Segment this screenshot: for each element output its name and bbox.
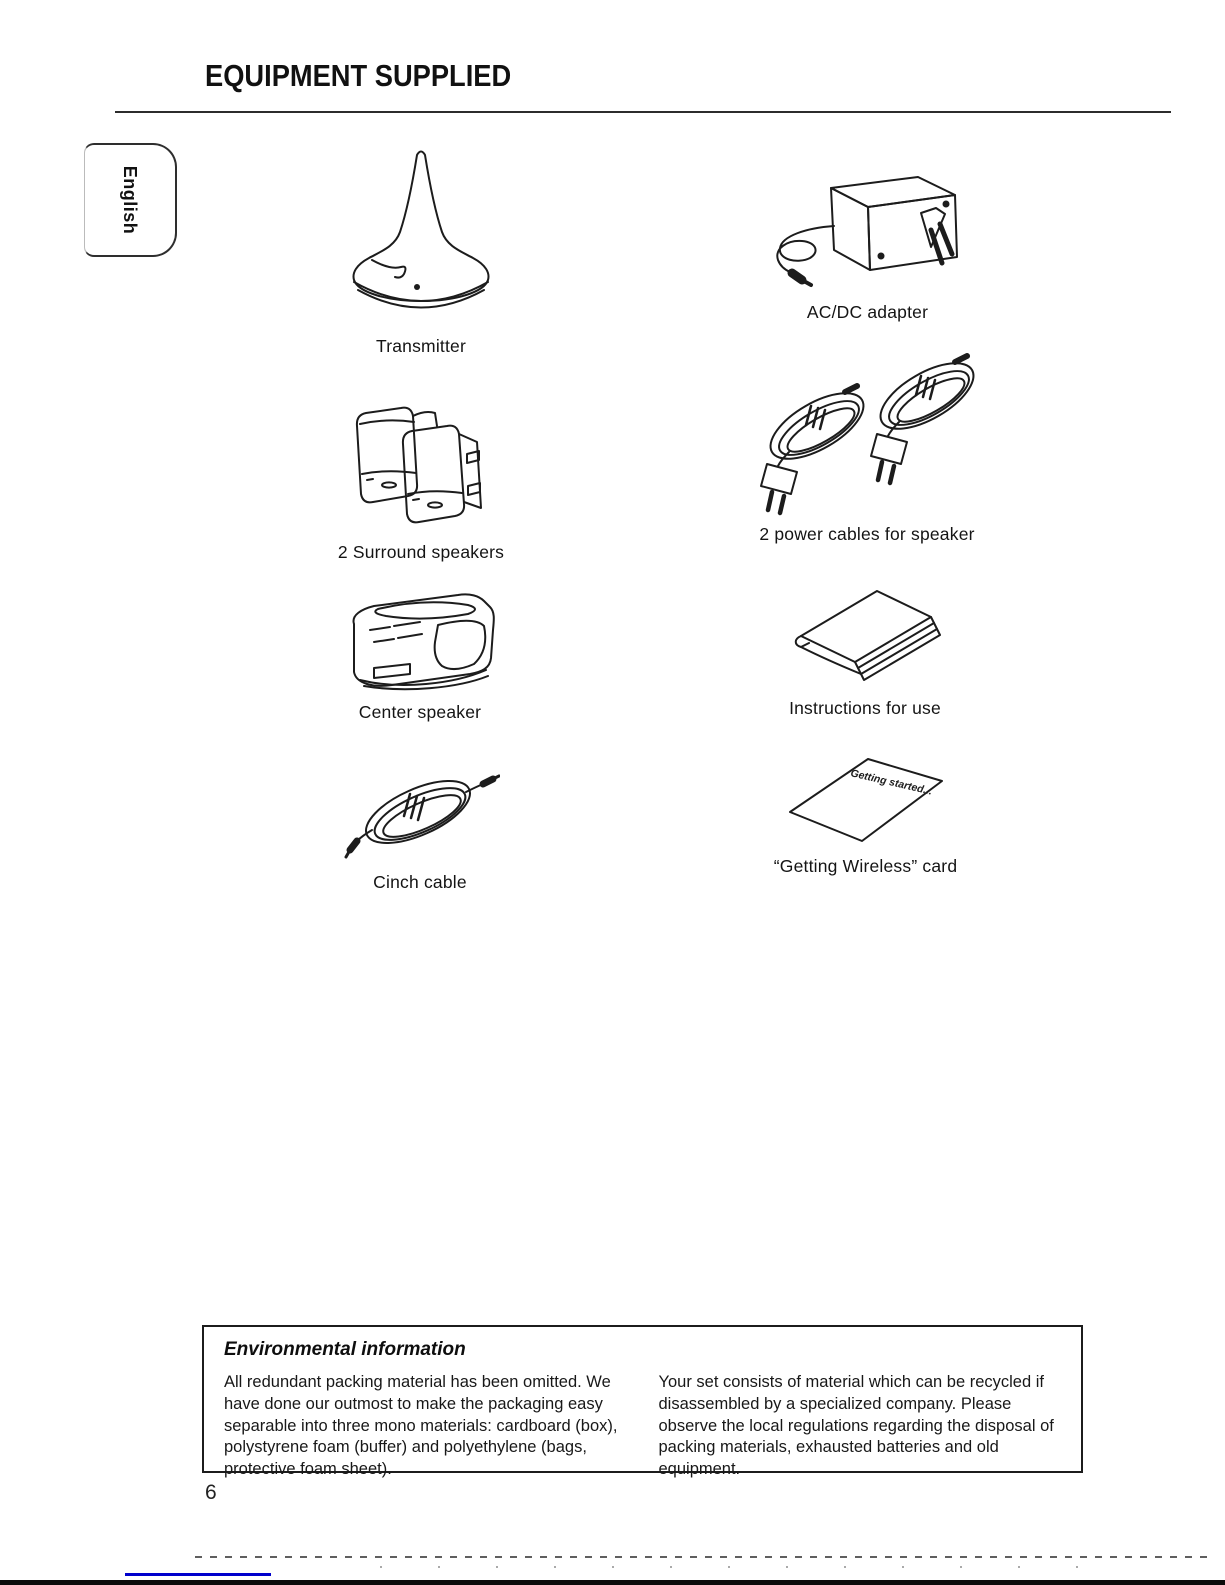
item-label: 2 Surround speakers — [337, 542, 505, 562]
equipment-item-center-speaker — [275, 588, 565, 723]
transmitter-illustration — [341, 146, 501, 328]
item-label: Instructions for use — [789, 698, 941, 718]
language-tab — [84, 143, 177, 257]
equipment-item-power-cables — [722, 348, 1012, 545]
page-title: EQUIPMENT SUPPLIED — [205, 58, 512, 93]
environmental-info-paragraph-right: Your set consists of material which can be recycled if disassembled by a specialized company. Please observe the local regulations regarding the disposal of packing materials, exhausted batteries and old equipment. — [658, 1373, 1054, 1479]
equipment-item-cinch-cable — [275, 762, 565, 893]
equipment-item-instructions — [720, 578, 1010, 719]
equipment-item-getting-wireless-card — [718, 750, 1013, 877]
center-speaker-illustration — [336, 588, 504, 694]
ac-dc-adapter-illustration — [768, 168, 968, 294]
instructions-booklet-illustration — [781, 578, 949, 690]
cinch-cable-illustration — [340, 762, 500, 864]
card-handwriting-text: Getting started... — [849, 767, 934, 798]
scan-artifact-dashes — [195, 1556, 1207, 1558]
item-label: Transmitter — [375, 336, 467, 356]
item-label: 2 power cables for speaker — [759, 524, 975, 544]
power-cables-illustration — [745, 348, 990, 516]
blue-underline-artifact — [125, 1573, 271, 1576]
item-label: “Getting Wireless” card — [773, 856, 958, 876]
item-label: AC/DC adapter — [806, 302, 929, 322]
environmental-info-heading: Environmental information — [224, 1339, 466, 1360]
environmental-info-paragraph-left: All redundant packing material has been omitted. We have done our outmost to make the packaging easy separable into three mono materials: cardboard (box), polystyrene foam (buffer) and polyethylene (bags, protective foam sheet). — [224, 1373, 618, 1479]
scan-artifact-dots — [380, 1566, 1120, 1568]
equipment-item-transmitter — [280, 146, 562, 357]
page-number: 6 — [205, 1481, 217, 1504]
page-bottom-edge — [0, 1580, 1225, 1585]
environmental-info-columns — [224, 1372, 1061, 1481]
equipment-item-surround-speakers — [280, 398, 562, 563]
surround-speakers-illustration — [339, 398, 504, 534]
header-rule — [115, 111, 1171, 113]
equipment-item-ac-dc-adapter — [725, 168, 1010, 323]
item-label: Center speaker — [358, 702, 482, 722]
language-tab-label: English — [120, 165, 141, 235]
environmental-info-box — [202, 1325, 1083, 1479]
getting-wireless-card-illustration — [778, 750, 953, 848]
item-label: Cinch cable — [373, 872, 467, 892]
